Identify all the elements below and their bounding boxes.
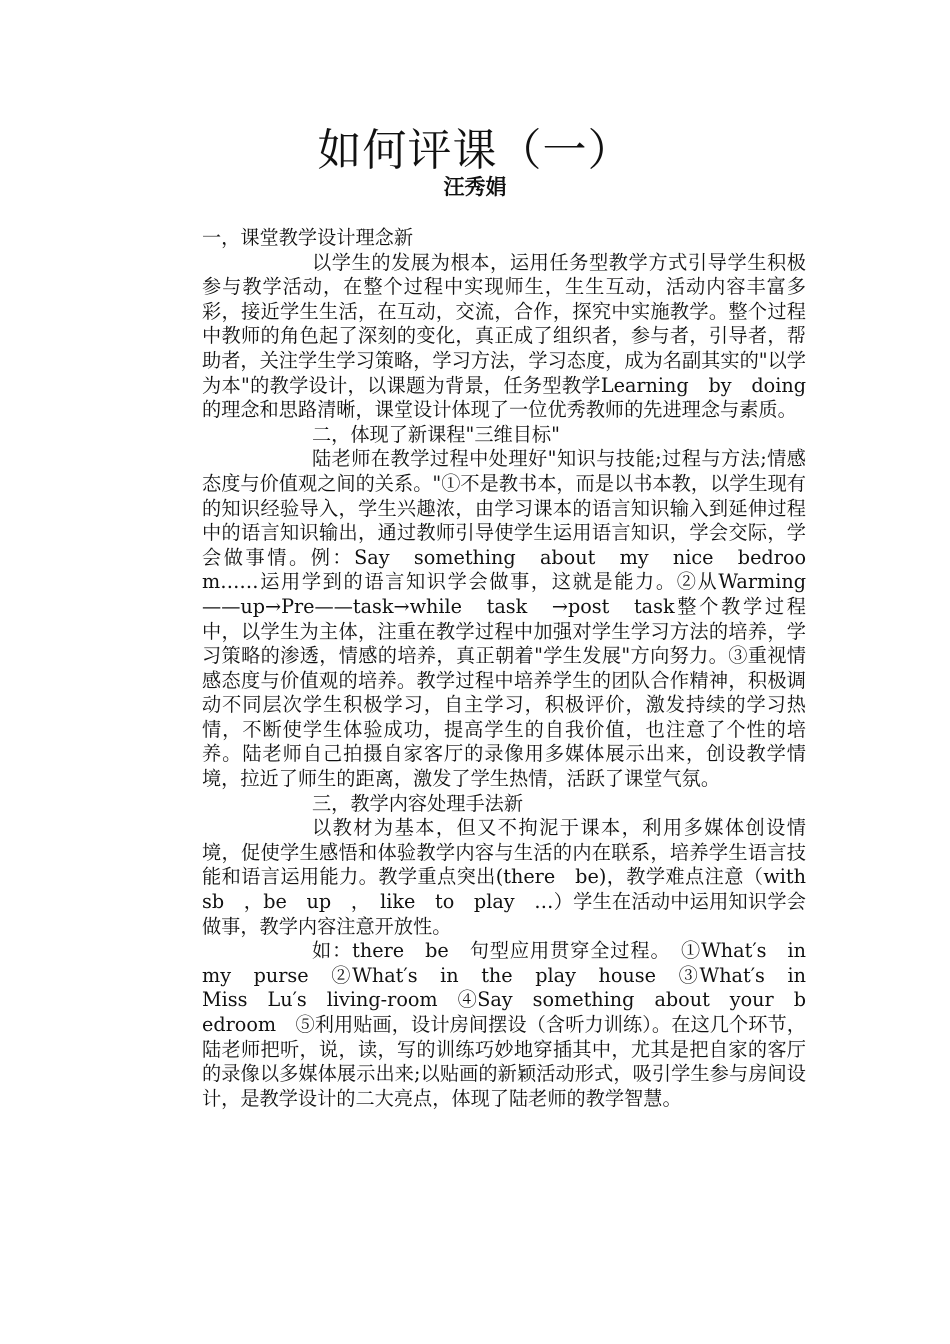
section-heading-2: 二，体现了新课程"三维目标" <box>312 422 560 446</box>
document-author: 汪秀娟 <box>443 175 507 199</box>
paragraph-three-goals: 陆老师在教学过程中处理好"知识与技能;过程与方法;情感态度与价值观之间的关系。"①不是教书本，而是以书本教，以学生现有的知识经验导入，学生兴趣浓，由学习课本的语言知识输入到延伸过程中的语言知识输出，通过教师引导使学生运用语言知识，学会交际，学会做事情。例：Say something about my nice bedroom……运用学到的语言知识学会做事，这就是能力。②从Warming——up→Pre——task→while task →post task整个教学过程中，以学生为主体，注重在教学过程中加强对学生学习方法的培养，学习策略的渗透，情感的培养，真正朝着"学生发展"方向努力。③重视情感态度与价值观的培养。教学过程中培养学生的团队合作精神，积极调动不同层次学生积极学习，自主学习，积极评价，激发持续的学习热情，不断使学生体验成功，提高学生的自我价值，也注意了个性的培养。陆老师自己拍摄自家客厅的录像用多媒体展示出来，创设教学情境，拉近了师生的距离，激发了学生热情，活跃了课堂气氛。 <box>202 447 806 791</box>
section-heading-3: 三，教学内容处理手法新 <box>312 791 524 815</box>
paragraph-design-concept: 以学生的发展为根本，运用任务型教学方式引导学生积极参与教学活动，在整个过程中实现师生，生生互动，活动内容丰富多彩，接近学生生活，在互动，交流，合作，探究中实施教学。整个过程中教师的角色起了深刻的变化，真正成了组织者，参与者，引导者，帮助者，关注学生学习策略，学习方法，学习态度，成为名副其实的"以学为本"的教学设计，以课题为背景，任务型教学Learning by doing 的理念和思路清晰，课堂设计体现了一位优秀教师的先进理念与素质。 <box>202 250 826 422</box>
document-title: 如何评课（一） <box>317 125 633 176</box>
document-body <box>202 226 826 1111</box>
paragraph-content-handling: 以教材为基本，但又不拘泥于课本，利用多媒体创设情境，促使学生感悟和体验教学内容与生活的内在联系，培养学生语言技能和语言运用能力。教学重点突出(there be)，教学难点注意（with sb ，be up ， like to play …）学生在活动中运用知识学会做事，教学内容注意开放性。 <box>202 816 826 938</box>
section-heading-1: 一，课堂教学设计理念新 <box>202 226 414 249</box>
paragraph-example: 如：there be 句型应用贯穿全过程。 ①What′s in my purse ②What′s in the play house ③What′s in Miss Lu′s living-room ④Say something about your bedroom ⑤利用贴画，设计房间摆设（含听力训练）。在这几个环节，陆老师把听，说，读，写的训练巧妙地穿插其中，尤其是把自家的客厅的录像以多媒体展示出来;以贴画的新颖活动形式，吸引学生参与房间设计，是教学设计的二大亮点，体现了陆老师的教学智慧。 <box>202 939 826 1110</box>
